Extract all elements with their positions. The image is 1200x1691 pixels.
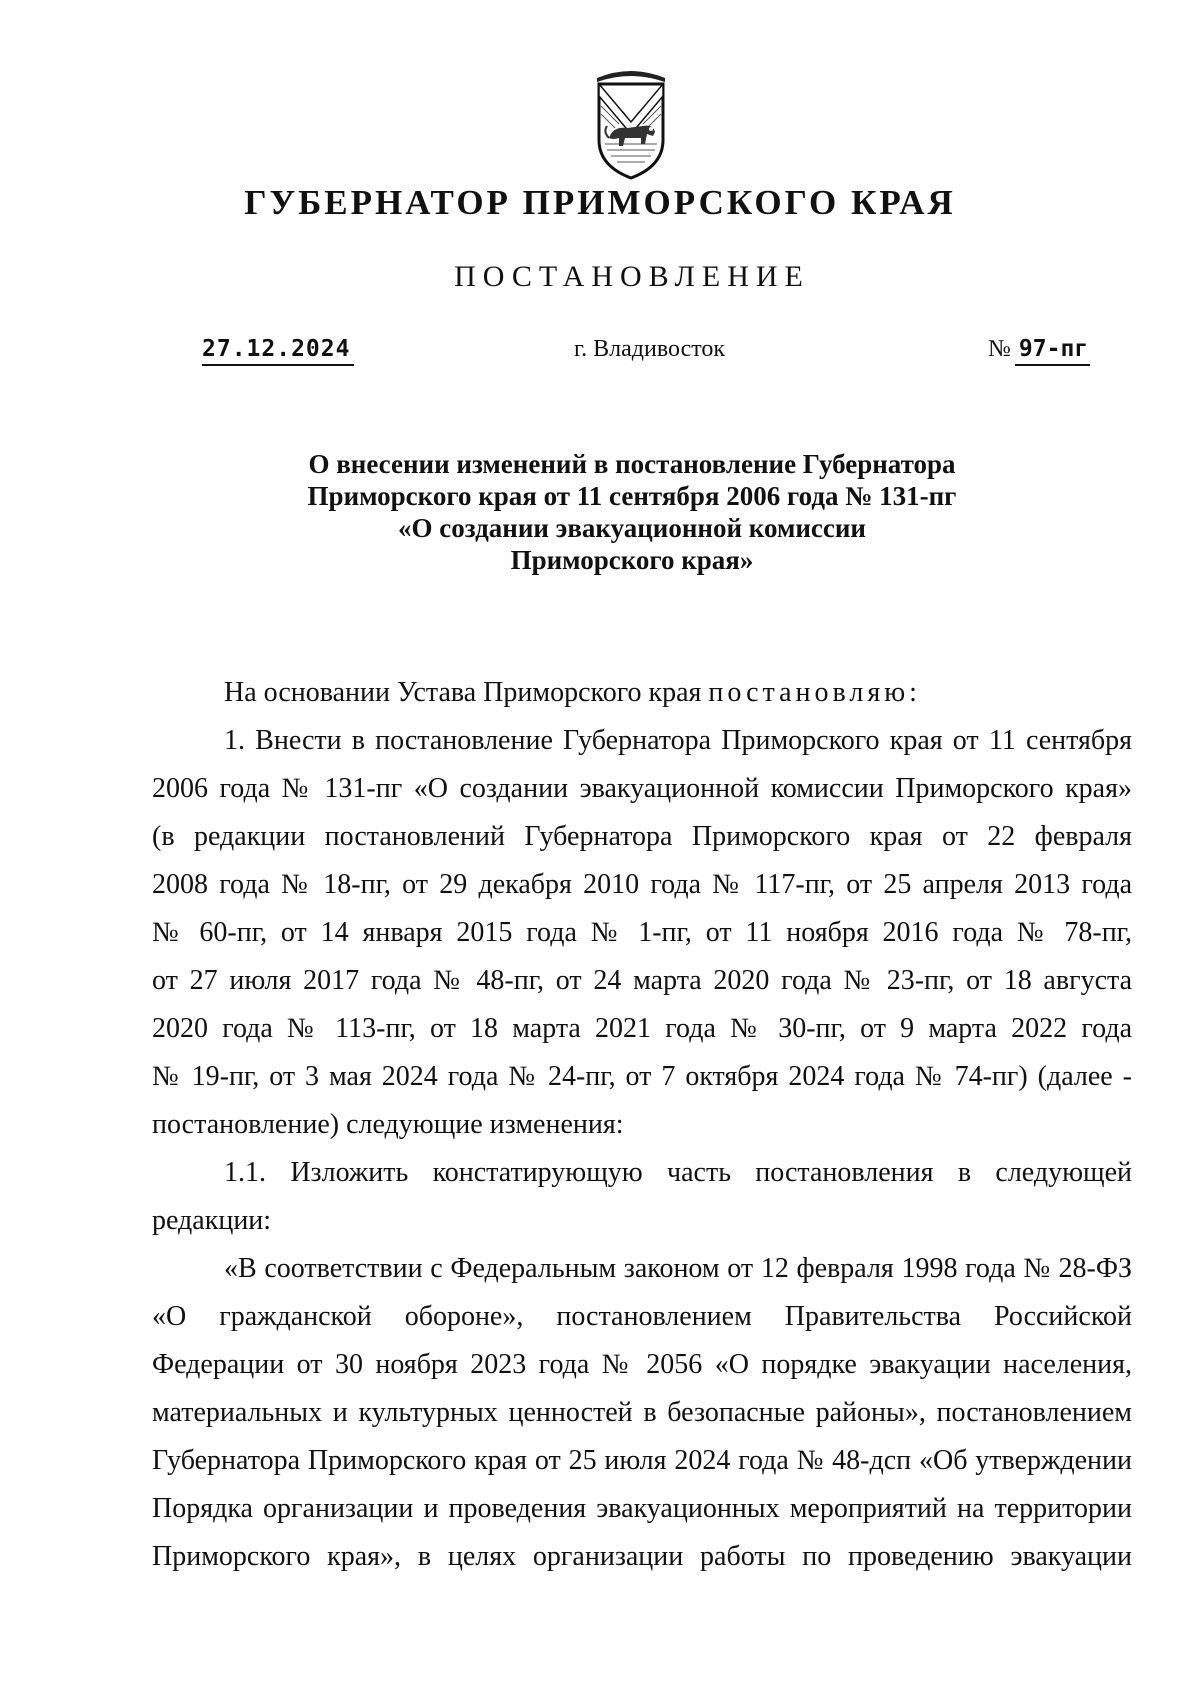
- coat-of-arms-emblem: [583, 68, 679, 182]
- body-line: (в редакции постановлений Губернатора Приморского края от 22 февраля: [152, 821, 1132, 852]
- body-line: «В соответствии с Федеральным законом от 12 февраля 1998 года № 28-ФЗ: [224, 1253, 1132, 1284]
- document-body: [152, 669, 1132, 1581]
- number-sign: №: [988, 336, 1011, 362]
- document-city: г. Владивосток: [574, 336, 726, 362]
- intro-resolve-word: постановляю: [708, 677, 910, 708]
- body-line: постановление) следующие изменения:: [152, 1109, 624, 1140]
- body-line: «О гражданской обороне», постановлением Правительства Российской: [152, 1301, 1132, 1332]
- body-line: от 27 июля 2017 года № 48-пг, от 24 марта 2020 года № 23-пг, от 18 августа: [152, 965, 1132, 996]
- authority-heading: ГУБЕРНАТОР ПРИМОРСКОГО КРАЯ: [244, 183, 956, 222]
- body-line: 1.1. Изложить констатирующую часть постановления в следующей: [224, 1157, 1132, 1188]
- body-line: Федерации от 30 ноября 2023 года № 2056 «О порядке эвакуации населения,: [152, 1349, 1132, 1380]
- document-date: 27.12.2024: [202, 336, 354, 366]
- body-line: 2006 года № 131-пг «О создании эвакуационной комиссии Приморского края»: [152, 773, 1132, 804]
- document-type-heading: ПОСТАНОВЛЕНИЕ: [454, 260, 810, 293]
- document-number: [988, 336, 1090, 363]
- body-line: 2020 года № 113-пг, от 18 марта 2021 года № 30-пг, от 9 марта 2022 года: [152, 1013, 1132, 1044]
- body-line: № 19-пг, от 3 мая 2024 года № 24-пг, от 7 октября 2024 года № 74-пг) (далее -: [152, 1061, 1132, 1092]
- intro-text: На основании Устава Приморского края: [224, 677, 709, 708]
- document-title: [150, 448, 1114, 576]
- body-line: Порядка организации и проведения эвакуационных мероприятий на территории: [152, 1493, 1132, 1524]
- number-value: 97-пг: [1015, 336, 1090, 366]
- body-line: 1. Внести в постановление Губернатора Приморского края от 11 сентября: [224, 725, 1132, 756]
- body-line: Губернатора Приморского края от 25 июля 2024 года № 48-дсп «Об утверждении: [152, 1445, 1132, 1476]
- body-line: № 60-пг, от 14 января 2015 года № 1-пг, от 11 ноября 2016 года № 78-пг,: [152, 917, 1132, 948]
- intro-paragraph: [152, 669, 1132, 717]
- body-line: 2008 года № 18-пг, от 29 декабря 2010 года № 117-пг, от 25 апреля 2013 года: [152, 869, 1132, 900]
- title-line: Приморского края»: [510, 545, 754, 575]
- body-line: материальных и культурных ценностей в безопасные районы», постановлением: [152, 1397, 1132, 1428]
- title-line: «О создании эвакуационной комиссии: [398, 513, 866, 543]
- body-line: Приморского края», в целях организации работы по проведению эвакуации: [152, 1541, 1132, 1572]
- body-line: редакции:: [152, 1205, 272, 1236]
- title-line: О внесении изменений в постановление Губернатора: [308, 449, 956, 479]
- title-line: Приморского края от 11 сентября 2006 года № 131-пг: [307, 481, 957, 511]
- intro-colon: :: [909, 677, 917, 708]
